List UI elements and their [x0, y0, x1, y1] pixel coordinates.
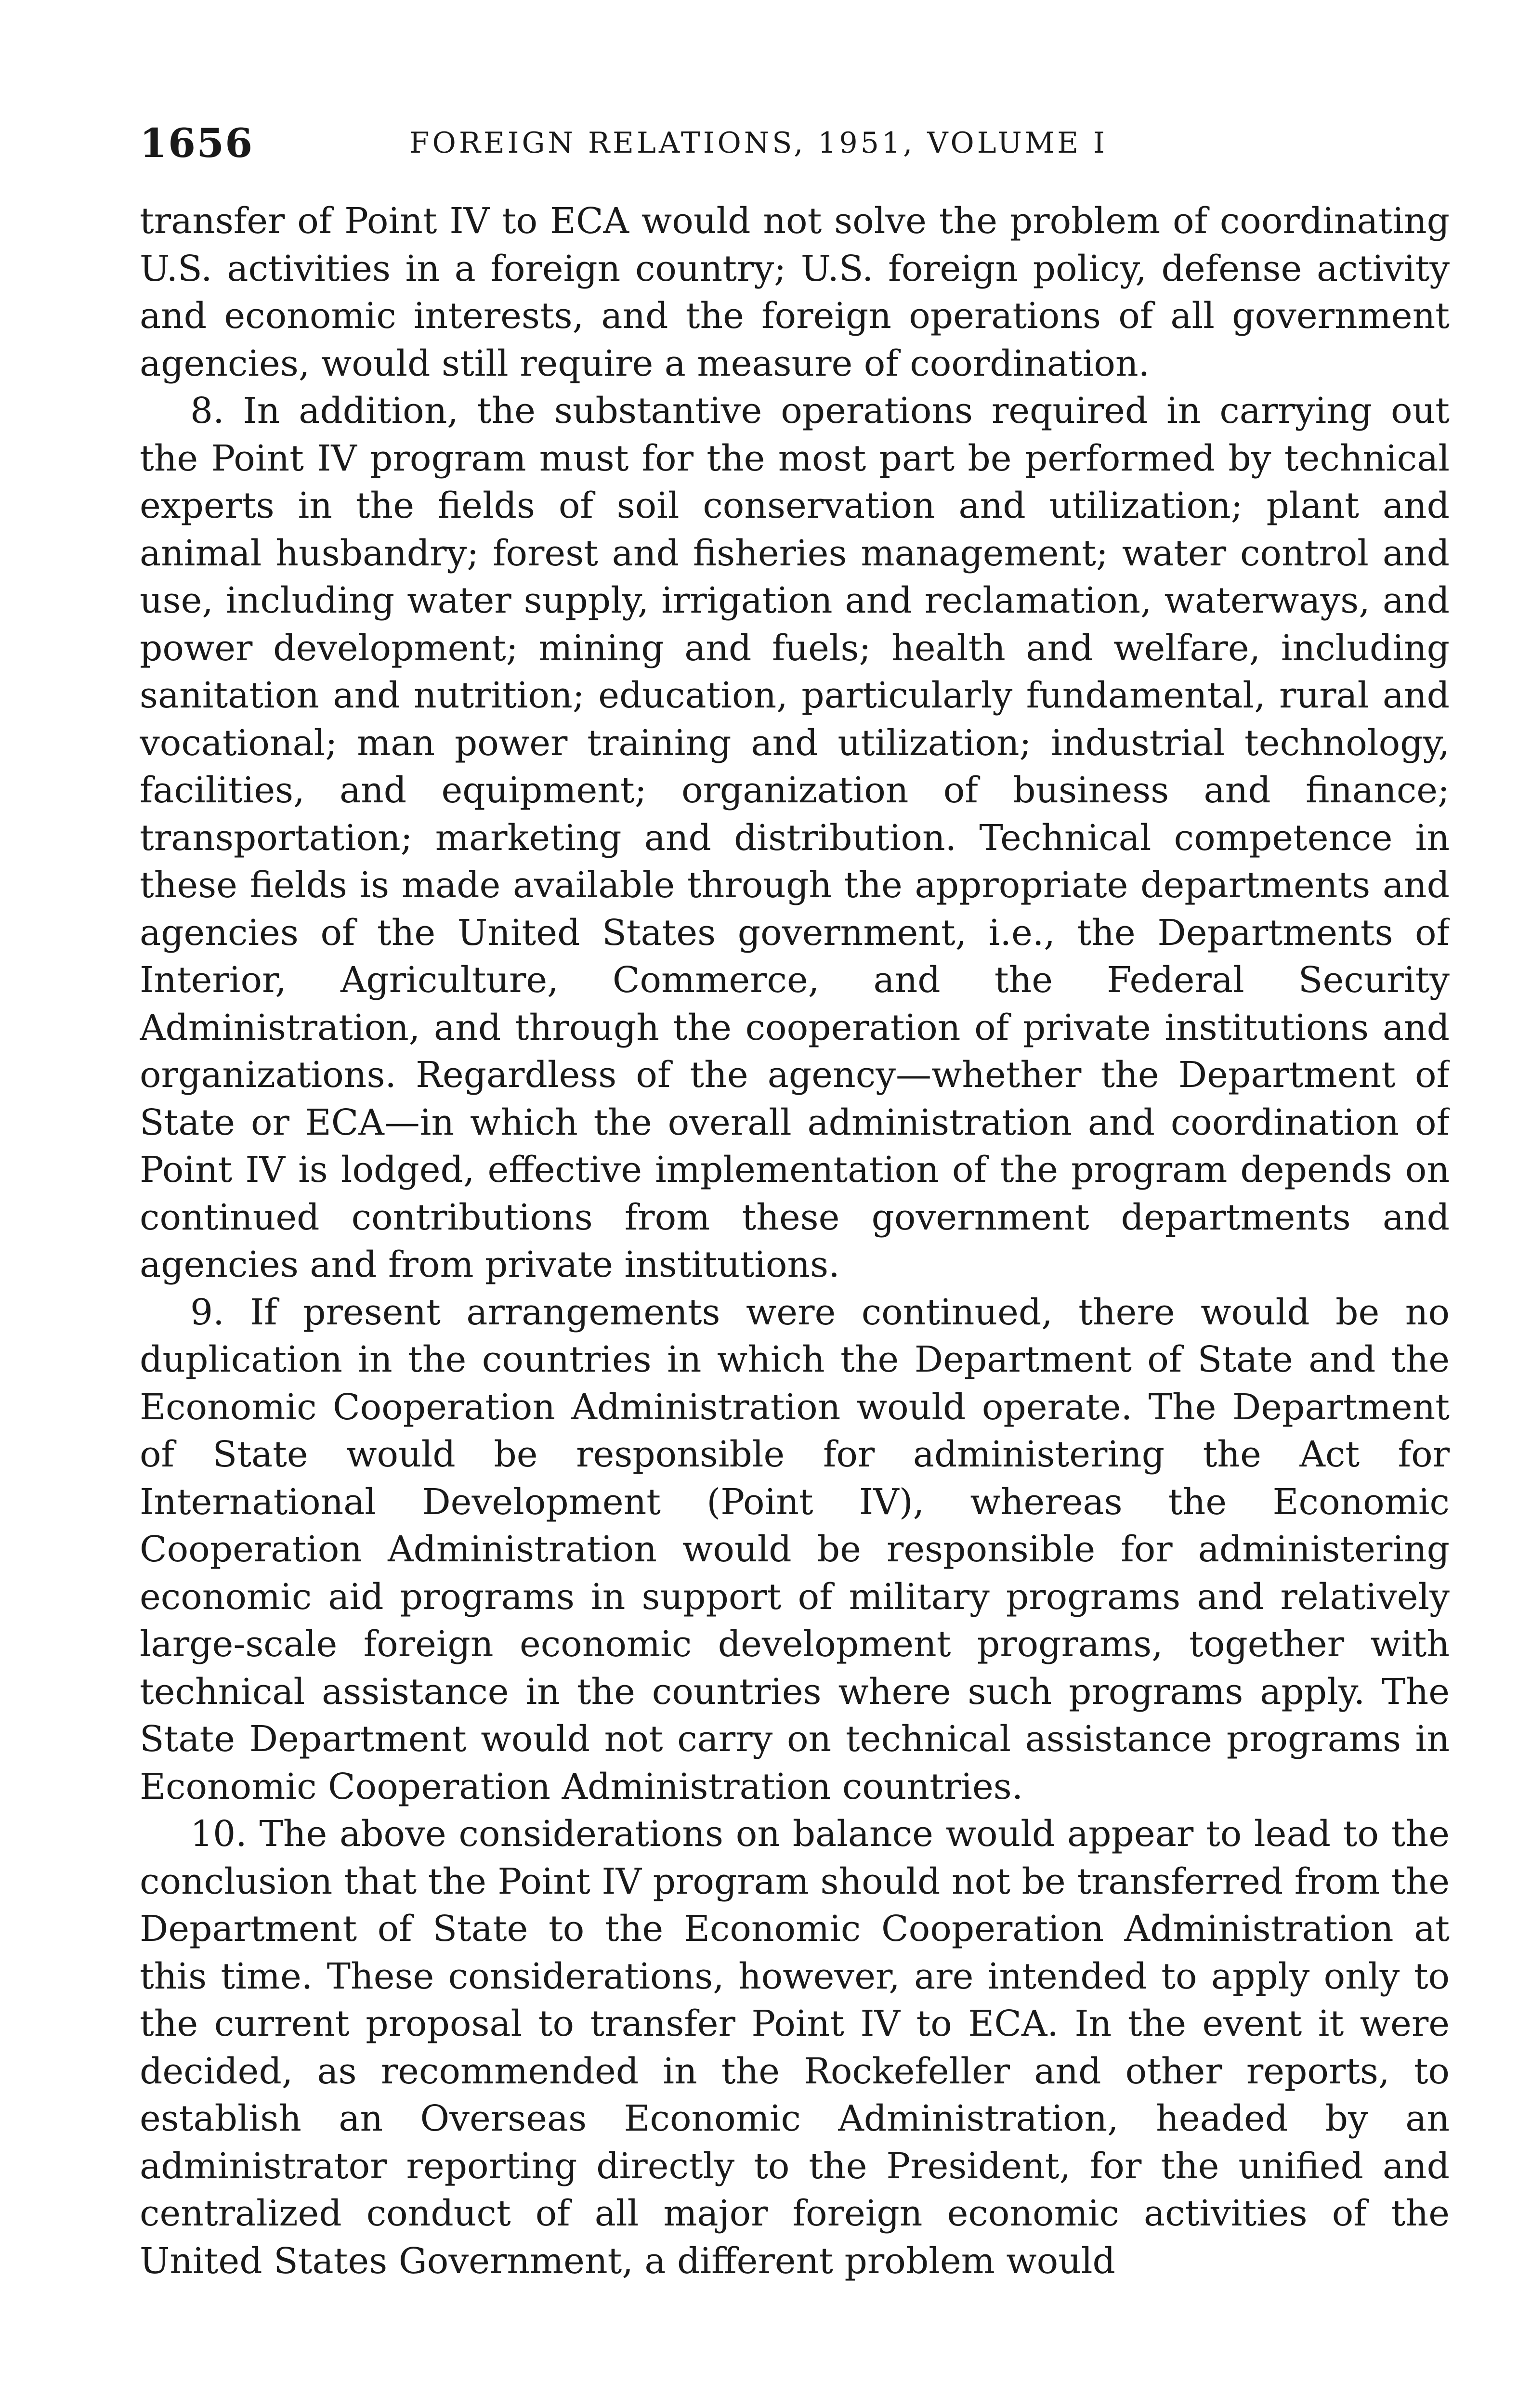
paragraph-9: 9. If present arrangements were continued, there would be no duplication in the countries in which the Department of State and the Economic Cooperation Administration would operate. The Department of State would be responsible for administering the Act for International Development (Point IV), whereas the Economic Cooperation Administration would be responsible for administering economic aid programs in support of military programs and relatively large-scale foreign economic development programs, together with technical assistance in the countries where such programs apply. The State Department would not carry on technical assistance programs in Economic Cooperation Administration countries. [140, 1291, 1450, 1807]
page-number: 1656 [140, 120, 254, 167]
body-text [140, 197, 1450, 2285]
running-head [140, 116, 1450, 173]
paragraph-continued: transfer of Point IV to ECA would not solve the problem of coordinating U.S. activities in a foreign country; U.S. foreign policy, defense activity and economic interests, and the foreign operations of all government agencies, would still require a measure of coordination. [140, 200, 1450, 384]
running-title: FOREIGN RELATIONS, 1951, VOLUME I [409, 126, 1108, 160]
document-page [140, 116, 1450, 2408]
paragraph-10: 10. The above considerations on balance would appear to lead to the conclusion that the Point IV program should not be transferred from the Department of State to the Economic Cooperation Administration at this time. These considerations, however, are intended to apply only to the current proposal to transfer Point IV to ECA. In the event it were decided, as recommended in the Rockefeller and other reports, to establish an Overseas Economic Administration, headed by an administrator reporting directly to the President, for the unified and centralized conduct of all major foreign economic activities of the United States Government, a different problem would [140, 1813, 1450, 2282]
paragraph-8: 8. In addition, the substantive operations required in carrying out the Point IV program must for the most part be performed by technical experts in the fields of soil conservation and utilization; plant and animal husbandry; forest and fisheries management; water control and use, including water supply, irrigation and reclamation, waterways, and power development; mining and fuels; health and welfare, including sanitation and nutrition; education, particularly fundamental, rural and vocational; man power training and utilization; industrial technology, facilities, and equipment; organization of business and finance; transportation; marketing and distribution. Technical competence in these fields is made available through the appropriate departments and agencies of the United States government, i.e., the Departments of Interior, Agriculture, Commerce, and the Federal Security Administration, and through the cooperation of private institutions and organizations. Regardless of the agency—whether the Department of State or ECA—in which the overall administration and coordination of Point IV is lodged, effective implementation of the program depends on continued contributions from these government departments and agencies and from private institutions. [140, 390, 1450, 1285]
